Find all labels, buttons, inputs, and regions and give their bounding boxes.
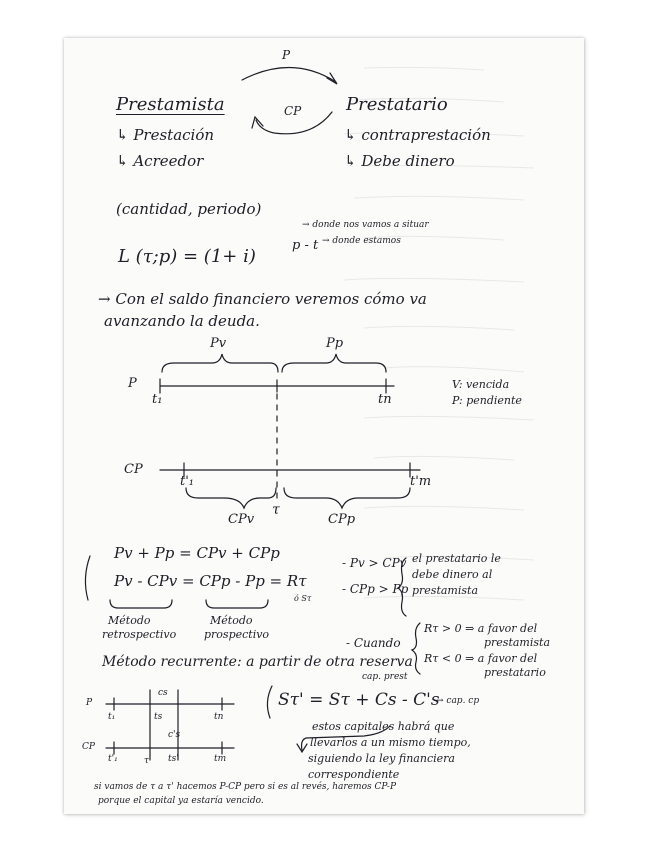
legend-vencida: V: vencida bbox=[452, 378, 510, 391]
prestamista-item-1: ↳ Prestación bbox=[116, 126, 215, 144]
arrow-p-head bbox=[327, 73, 337, 84]
brace-cpv bbox=[186, 488, 276, 508]
small-cp-label: CP bbox=[82, 742, 95, 752]
small-t1: t₁ bbox=[108, 712, 116, 722]
prestatario-title: Prestatario bbox=[346, 94, 448, 115]
brace-pp bbox=[282, 354, 386, 372]
cond-1: - Pv > CPv bbox=[342, 556, 407, 570]
timeline-p-start: t₁ bbox=[152, 392, 163, 407]
label-prosp-1: Método bbox=[210, 614, 253, 627]
equation-1: Pv + Pp = CPv + CPp bbox=[114, 544, 280, 562]
formula-exponent: p - t bbox=[292, 238, 319, 253]
brace-retro bbox=[110, 600, 172, 608]
note-line-3: siguiendo la ley financiera bbox=[308, 752, 455, 765]
cond-result-1: el prestatario le bbox=[412, 552, 501, 565]
small-tau: τ bbox=[144, 756, 149, 766]
equation-2-sub: ó Sτ bbox=[294, 594, 312, 603]
footer-line-2: porque el capital ya estaría vencido. bbox=[98, 796, 264, 806]
notebook-page bbox=[64, 38, 584, 814]
brace-pv-label: Pv bbox=[210, 336, 227, 351]
prestatario-item-1: ↳ contraprestación bbox=[344, 126, 491, 144]
footer-line-1: si vamos de τ a τ' hacemos P-CP pero si es al revés, haremos CP-P bbox=[94, 782, 397, 792]
arrow-p-arc bbox=[242, 67, 336, 82]
prestamista-item-2: ↳ Acreedor bbox=[116, 152, 204, 170]
brace-cpv-label: CPv bbox=[228, 512, 255, 527]
formula-bracket bbox=[267, 686, 272, 718]
note-line-2: llevarlos a un mismo tiempo, bbox=[310, 736, 471, 749]
brace-cpp-label: CPp bbox=[328, 512, 356, 527]
saldo-line-2: avanzando la deuda. bbox=[104, 312, 260, 330]
curly-cuando bbox=[412, 623, 420, 674]
tau-label: τ bbox=[272, 502, 280, 518]
note-p: → donde nos vamos a situar bbox=[302, 220, 429, 230]
prestatario-item-2: ↳ Debe dinero bbox=[344, 152, 455, 170]
legend-pendiente: P: pendiente bbox=[452, 394, 522, 407]
timeline-cp-end: t'm bbox=[410, 474, 432, 489]
equation-2: Pv - CPv = CPp - Pp = Rτ bbox=[114, 572, 307, 590]
small-ts: ts bbox=[154, 712, 163, 722]
small-tps: ts' bbox=[168, 754, 179, 764]
timeline-cp-label: CP bbox=[124, 462, 143, 477]
left-margin-stroke bbox=[85, 556, 90, 600]
cond-result-2: debe dinero al bbox=[412, 568, 493, 581]
r-positive-2: prestamista bbox=[484, 636, 551, 649]
brace-pv bbox=[162, 354, 278, 372]
label-retro-2: retrospectivo bbox=[102, 628, 177, 641]
recurrente-title: Método recurrente: a partir de otra reserva bbox=[102, 654, 413, 670]
cuando-label: - Cuando bbox=[346, 636, 401, 650]
saldo-line-1: → Con el saldo financiero veremos cómo va bbox=[98, 290, 427, 308]
small-tn: tn bbox=[214, 712, 224, 722]
flow-label-p: P bbox=[282, 48, 291, 62]
brace-cpp bbox=[284, 488, 410, 508]
r-positive: Rτ > 0 ⇒ a favor del bbox=[424, 622, 538, 635]
recurrente-formula: Sτ' = Sτ + Cs - C's bbox=[278, 690, 440, 710]
brace-pp-label: Pp bbox=[326, 336, 344, 351]
label-prosp-2: prospectivo bbox=[204, 628, 270, 641]
formula-main: L (τ;p) = (1+ i) bbox=[118, 246, 256, 267]
small-tpr1: t'₁ bbox=[108, 754, 118, 764]
cond-result-3: prestamista bbox=[412, 584, 479, 597]
flow-label-cp: CP bbox=[284, 104, 302, 118]
brace-prosp bbox=[206, 600, 268, 608]
timeline-p-label: P bbox=[128, 376, 137, 391]
r-negative-2: prestatario bbox=[484, 666, 546, 679]
cond-2: - CPp > Pp bbox=[342, 582, 409, 596]
prestamista-title: Prestamista bbox=[116, 94, 225, 115]
cantidad-periodo: (cantidad, periodo) bbox=[116, 200, 262, 218]
small-tm: tm bbox=[214, 754, 227, 764]
timeline-p-end: tn bbox=[378, 392, 392, 407]
r-negative: Rτ < 0 ⇒ a favor del bbox=[424, 652, 538, 665]
cap-cp-label: → cap. cp bbox=[436, 696, 480, 706]
label-retro-1: Método bbox=[108, 614, 151, 627]
small-p-label: P bbox=[86, 698, 93, 708]
timeline-cp-start: t'₁ bbox=[180, 474, 195, 489]
small-cs: cs bbox=[158, 688, 168, 698]
note-t: → donde estamos bbox=[322, 236, 401, 246]
note-line-4: correspondiente bbox=[308, 768, 400, 781]
note-line-1: estos capitales habrá que bbox=[312, 720, 455, 733]
small-cs2: c's bbox=[168, 730, 181, 740]
cap-prest-label: cap. prest bbox=[362, 672, 408, 682]
